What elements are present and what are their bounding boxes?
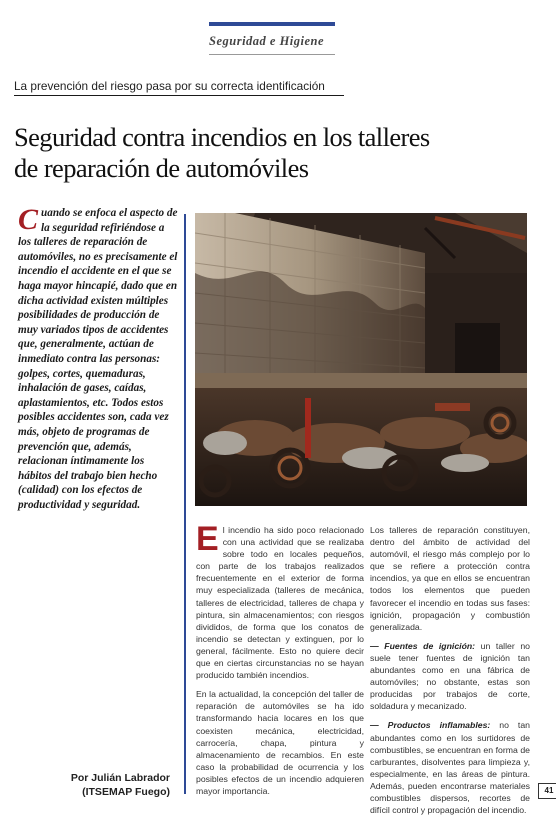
fire-damage-photo — [195, 213, 527, 506]
body-paragraph — [370, 719, 530, 816]
lead-dropcap: C — [18, 203, 39, 236]
headline-line-2: de reparación de automóviles — [14, 153, 309, 183]
body-paragraph: Los talleres de reparación constituyen, dentro del ámbito de actividad del automóvil, el riesgo más complejo por lo que se refiere a protección contra incendios, ya que en ellos se encuentran todos los elementos que pueden favorecer el incendio en todas sus fases: ignición, propagación y combustión generalizada. — [370, 525, 530, 632]
section-title: Seguridad e Higiene — [209, 34, 325, 48]
author-byline — [58, 771, 170, 799]
body-text: un taller no suele tener fuentes de ignición tan abundantes como en una fábrica de automóviles; no obstante, estas son producidas por trabajos de corte, soldadura y mecanizado. — [370, 640, 530, 712]
lead-paragraph — [18, 203, 178, 512]
header-accent-bar — [209, 22, 335, 26]
body-column-1 — [196, 520, 364, 804]
page-number: 41 — [538, 783, 556, 799]
body-column-2 — [370, 524, 530, 823]
author-name: Por Julián Labrador — [70, 772, 170, 784]
body-text: l incendio ha sido poco relacionado con una actividad que se realizaba sobre todo en locales pequeños, con parte de los trabajos realizados frecuentemente en el exterior de forma muy especializada (talleres de mecánica, talleres de electricidad, talleres de chapa y pintura, sin almacenamientos; con riesgos divididos, de forma que los conatos de incendio se detectan y extinguen, por lo general, fácilmente. Esto no quiere decir que en ciertas circunstancias no se hayan producido también incendios. — [196, 525, 364, 681]
body-text: no tan abundantes como en los surtidores de combustibles, se encuentran en forma de carburantes, disolventes para limpieza y, especialmente, en las áreas de pintura. Además, pueden encontrarse materiales combustibles dispersos, recortes de difícil control y propagación del incendio. — [370, 720, 530, 816]
header-rule — [209, 54, 335, 55]
body-paragraph — [196, 520, 364, 681]
body-paragraph: En la actualidad, la concepción del taller de reparación de automóviles se ha ido transformando hacia locares en los que coexisten mecánica, electricidad, carrocería, chapa, pintura y almacenamiento de recambios. En este caso la probabilidad de ocurrencia y los posibles efectos de un incendio adquieren mayor importancia. — [196, 689, 364, 796]
lead-text: uando se enfoca el aspecto de la seguridad refiriéndose a los talleres de reparación de automóviles, no es precisamente el incendio el accidente en el que se haga mayor hincapié, dado que en dicha actividad existen múltiples posibilidades de producción de muy variados tipos de accidentes que, generalmente, actúan de inmediato contra las personas: golpes, cortes, quemaduras, inhalación de gases, caídas, aplastamientos, etc. Todos estos posibles accidentes son, cada vez más, objeto de programas de prevención que, además, relacionan íntimamente los hábitos del trabajo bien hecho (calidad) con los efectos de productividad y seguridad. — [18, 207, 178, 511]
lead-divider — [184, 214, 186, 794]
headline-line-1: Seguridad contra incendios en los talleres — [14, 122, 430, 152]
subheading-flammables: — Productos inflamables: — [370, 720, 491, 731]
body-paragraph — [370, 640, 530, 713]
author-affiliation: (ITSEMAP Fuego) — [82, 786, 170, 798]
headline — [14, 122, 454, 184]
kicker: La prevención del riesgo pasa por su correcta identificación — [14, 79, 344, 96]
faded-margin-text — [12, 575, 28, 765]
body-dropcap: E — [196, 520, 219, 558]
subheading-ignition: — Fuentes de ignición: — [370, 640, 476, 651]
